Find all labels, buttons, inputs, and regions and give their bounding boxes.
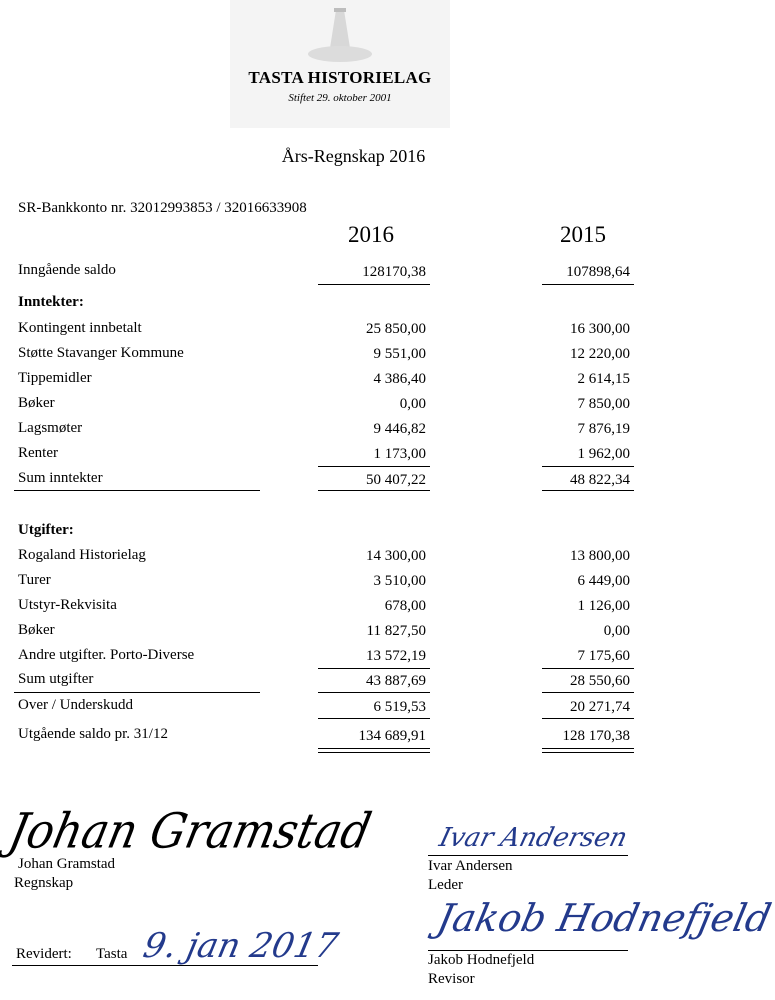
signer-role-right-bottom: Revisor (428, 971, 475, 987)
expense-row-2015: 13 800,00 (570, 548, 630, 564)
income-row-2016: 4 386,40 (373, 371, 426, 387)
expense-row-label: Rogaland Historielag (18, 547, 146, 563)
page-title: Års-Regnskap 2016 (281, 146, 426, 166)
signature-jakob-hodnefjeld: Jakob Hodnefjeld (433, 896, 775, 940)
divider (542, 692, 634, 693)
opening-balance-2016: 128170,38 (362, 264, 426, 280)
income-row-2016: 9 446,82 (373, 421, 426, 437)
expense-row-2016: 14 300,00 (366, 548, 426, 564)
divider (542, 668, 634, 669)
closing-balance-2016: 134 689,91 (358, 728, 426, 744)
year-2015-header: 2015 (560, 222, 606, 247)
signature-johan-gramstad: Johan Gramstad (4, 803, 376, 860)
income-row-2015: 7 876,19 (577, 421, 630, 437)
signer-role-right-top: Leder (428, 877, 463, 893)
divider (14, 490, 260, 491)
income-row-2015: 16 300,00 (570, 321, 630, 337)
divider (318, 752, 430, 753)
income-row-2016: 0,00 (399, 396, 426, 412)
expense-row-2016: 3 510,00 (373, 573, 426, 589)
surplus-label: Over / Underskudd (18, 697, 133, 713)
divider (318, 748, 430, 749)
signature-ivar-andersen: Ivar Andersen (436, 823, 631, 853)
income-row-label: Bøker (18, 395, 55, 411)
income-row-2016: 9 551,00 (373, 346, 426, 362)
expense-row-2016: 678,00 (384, 598, 426, 614)
income-row-2016: 25 850,00 (366, 321, 426, 337)
revised-label: Revidert: (16, 946, 72, 962)
closing-balance-label: Utgående saldo pr. 31/12 (18, 726, 168, 742)
divider (542, 284, 634, 285)
expense-row-2015: 7 175,60 (577, 648, 630, 664)
income-row-2015: 12 220,00 (570, 346, 630, 362)
divider (542, 748, 634, 749)
opening-balance-label: Inngående saldo (18, 262, 116, 278)
divider (542, 490, 634, 491)
divider (14, 692, 260, 693)
tower-logo-icon (306, 8, 374, 64)
income-row-label: Kontingent innbetalt (18, 320, 142, 336)
divider (428, 950, 628, 951)
surplus-2016: 6 519,53 (373, 699, 426, 715)
income-row-2016: 1 173,00 (373, 446, 426, 462)
income-row-label: Renter (18, 445, 58, 461)
divider (542, 752, 634, 753)
divider (318, 668, 430, 669)
expense-row-2016: 11 827,50 (366, 623, 426, 639)
expense-row-label: Turer (18, 572, 51, 588)
income-row-2015: 2 614,15 (577, 371, 630, 387)
income-row-label: Lagsmøter (18, 420, 83, 436)
signer-name-right-bottom: Jakob Hodnefjeld (428, 952, 535, 968)
divider (318, 466, 430, 467)
expense-row-2015: 1 126,00 (577, 598, 630, 614)
expense-row-2015: 0,00 (603, 623, 630, 639)
divider (318, 490, 430, 491)
logo-box (230, 0, 450, 128)
revised-date-handwriting: 9. jan 2017 (139, 926, 342, 966)
income-row-label: Tippemidler (18, 370, 92, 386)
org-subtitle: Stiftet 29. oktober 2001 (288, 92, 392, 104)
expense-sum-2016: 43 887,69 (366, 673, 426, 689)
expense-row-label: Andre utgifter. Porto-Diverse (18, 647, 195, 663)
revised-place: Tasta (96, 946, 128, 962)
year-2016-header: 2016 (348, 222, 394, 247)
income-sum-2015: 48 822,34 (570, 472, 630, 488)
expenses-heading: Utgifter: (18, 522, 74, 538)
signer-role-left: Regnskap (14, 875, 74, 891)
income-heading: Inntekter: (18, 294, 84, 310)
income-sum-2016: 50 407,22 (366, 472, 426, 488)
expense-row-label: Bøker (18, 622, 55, 638)
income-sum-label: Sum inntekter (18, 470, 103, 486)
expense-sum-label: Sum utgifter (18, 671, 94, 687)
surplus-2015: 20 271,74 (570, 699, 630, 715)
org-name: TASTA HISTORIELAG (248, 68, 432, 87)
expense-sum-2015: 28 550,60 (570, 673, 630, 689)
divider (542, 718, 634, 719)
opening-balance-2015: 107898,64 (566, 264, 630, 280)
signer-name-right-top: Ivar Andersen (428, 858, 513, 874)
expense-row-2015: 6 449,00 (577, 573, 630, 589)
income-row-label: Støtte Stavanger Kommune (18, 345, 184, 361)
divider (318, 692, 430, 693)
signer-name-left: Johan Gramstad (18, 856, 116, 872)
income-row-2015: 7 850,00 (577, 396, 630, 412)
expense-row-label: Utstyr-Rekvisita (18, 597, 117, 613)
closing-balance-2015: 128 170,38 (562, 728, 630, 744)
divider (12, 965, 318, 966)
expense-row-2016: 13 572,19 (366, 648, 426, 664)
divider (428, 855, 628, 856)
divider (318, 284, 430, 285)
divider (542, 466, 634, 467)
account-number: SR-Bankkonto nr. 32012993853 / 32016633908 (18, 200, 307, 216)
income-row-2015: 1 962,00 (577, 446, 630, 462)
divider (318, 718, 430, 719)
